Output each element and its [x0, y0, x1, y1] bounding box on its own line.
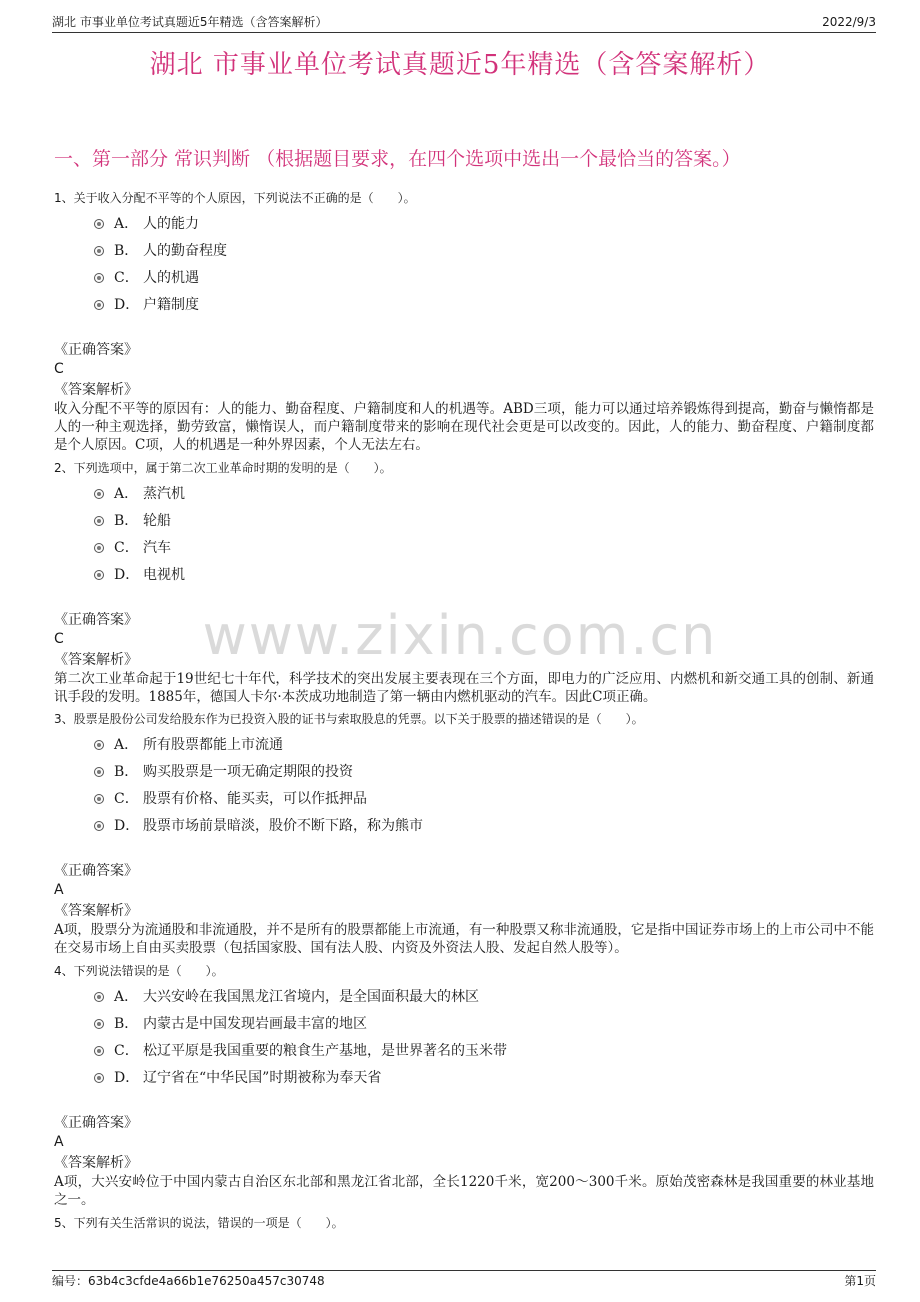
question-5 — [54, 1214, 874, 1236]
option-text: 所有股票都能上市流通 — [143, 737, 283, 753]
page-number: 第1页 — [844, 1274, 876, 1288]
radio-icon[interactable] — [94, 570, 104, 580]
option-text: 大兴安岭在我国黑龙江省境内，是全国面积最大的林区 — [143, 989, 479, 1005]
question-1 — [54, 189, 874, 454]
option-letter: C． — [114, 791, 139, 807]
option-d[interactable] — [54, 1065, 874, 1092]
option-b[interactable] — [54, 238, 874, 265]
option-letter: A． — [114, 989, 139, 1005]
option-a[interactable] — [54, 732, 874, 759]
question-2 — [54, 459, 874, 706]
option-d[interactable] — [54, 813, 874, 840]
option-d[interactable] — [54, 562, 874, 589]
radio-icon[interactable] — [94, 273, 104, 283]
explanation-label: 《答案解析》 — [54, 1155, 138, 1171]
option-text: 人的机遇 — [143, 270, 199, 286]
option-text: 松辽平原是我国重要的粮食生产基地，是世界著名的玉米带 — [143, 1043, 507, 1059]
explanation-label: 《答案解析》 — [54, 382, 138, 398]
option-text: 轮船 — [143, 513, 171, 529]
radio-icon[interactable] — [94, 992, 104, 1002]
question-stem: 4、下列说法错误的是（ ）。 — [54, 964, 224, 978]
option-c[interactable] — [54, 1038, 874, 1065]
option-c[interactable] — [54, 265, 874, 292]
answer-label: 《正确答案》 — [54, 342, 138, 358]
explanation-text: A项，股票分为流通股和非流通股，并不是所有的股票都能上市流通，有一种股票又称非流通股，它是指中国证券市场上的上市公司中不能在交易市场上自由买卖股票（包括国家股、国有法人股、内资及外资法人股、发起自然人股等）。 — [54, 922, 874, 956]
option-letter: C． — [114, 270, 139, 286]
option-b[interactable] — [54, 1011, 874, 1038]
radio-icon[interactable] — [94, 1019, 104, 1029]
section-heading: 一、第一部分 常识判断 （根据题目要求，在四个选项中选出一个最恰当的答案。） — [54, 148, 741, 170]
option-text: 户籍制度 — [143, 297, 199, 313]
option-a[interactable] — [54, 984, 874, 1011]
answer-label: 《正确答案》 — [54, 612, 138, 628]
header-doc-title: 湖北 市事业单位考试真题近5年精选（含答案解析） — [52, 15, 328, 29]
document-id: 编号：63b4c3cfde4a66b1e76250a457c30748 — [52, 1274, 325, 1288]
radio-icon[interactable] — [94, 740, 104, 750]
option-letter: B． — [114, 1016, 139, 1032]
option-letter: B． — [114, 764, 139, 780]
question-3 — [54, 710, 874, 957]
option-c[interactable] — [54, 786, 874, 813]
radio-icon[interactable] — [94, 1073, 104, 1083]
option-b[interactable] — [54, 759, 874, 786]
answer-value: C — [54, 361, 64, 377]
answer-value: A — [54, 882, 64, 898]
watermark: www.zixin.com.cn — [202, 604, 718, 667]
radio-icon[interactable] — [94, 246, 104, 256]
option-letter: A． — [114, 486, 139, 502]
option-b[interactable] — [54, 508, 874, 535]
question-stem: 3、股票是股份公司发给股东作为已投资入股的证书与索取股息的凭票。以下关于股票的描述错误的是（ ）。 — [54, 712, 644, 726]
option-letter: B． — [114, 243, 139, 259]
page-footer — [52, 1270, 876, 1288]
radio-icon[interactable] — [94, 543, 104, 553]
option-letter: C． — [114, 1043, 139, 1059]
option-text: 购买股票是一项无确定期限的投资 — [143, 764, 353, 780]
option-c[interactable] — [54, 535, 874, 562]
page-title: 湖北 市事业单位考试真题近5年精选（含答案解析） — [149, 50, 771, 80]
question-stem: 2、下列选项中，属于第二次工业革命时期的发明的是（ ）。 — [54, 461, 392, 475]
option-d[interactable] — [54, 292, 874, 319]
radio-icon[interactable] — [94, 219, 104, 229]
page-header — [52, 12, 876, 33]
radio-icon[interactable] — [94, 821, 104, 831]
option-letter: D． — [114, 297, 140, 313]
explanation-text: 第二次工业革命起于19世纪七十年代，科学技术的突出发展主要表现在三个方面，即电力的广泛应用、内燃机和新交通工具的创制、新通讯手段的发明。1885年，德国人卡尔·本茨成功地制造了第一辆由内燃机驱动的汽车。因此C项正确。 — [54, 671, 874, 705]
radio-icon[interactable] — [94, 300, 104, 310]
radio-icon[interactable] — [94, 767, 104, 777]
header-date: 2022/9/3 — [822, 15, 876, 29]
option-text: 汽车 — [143, 540, 171, 556]
radio-icon[interactable] — [94, 516, 104, 526]
option-letter: D． — [114, 567, 140, 583]
option-letter: A． — [114, 216, 139, 232]
option-text: 蒸汽机 — [143, 486, 185, 502]
option-letter: D． — [114, 818, 140, 834]
answer-label: 《正确答案》 — [54, 1115, 138, 1131]
question-stem: 1、关于收入分配不平等的个人原因，下列说法不正确的是（ ）。 — [54, 191, 416, 205]
radio-icon[interactable] — [94, 1046, 104, 1056]
option-text: 电视机 — [143, 567, 185, 583]
answer-value: C — [54, 631, 64, 647]
option-text: 内蒙古是中国发现岩画最丰富的地区 — [143, 1016, 367, 1032]
option-text: 股票有价格、能买卖，可以作抵押品 — [143, 791, 367, 807]
option-text: 人的勤奋程度 — [143, 243, 227, 259]
option-letter: B． — [114, 513, 139, 529]
radio-icon[interactable] — [94, 489, 104, 499]
option-text: 股票市场前景暗淡，股价不断下路，称为熊市 — [143, 818, 423, 834]
option-a[interactable] — [54, 481, 874, 508]
answer-value: A — [54, 1134, 64, 1150]
option-letter: D． — [114, 1070, 140, 1086]
option-text: 人的能力 — [143, 216, 199, 232]
explanation-label: 《答案解析》 — [54, 652, 138, 668]
option-a[interactable] — [54, 211, 874, 238]
explanation-text: 收入分配不平等的原因有：人的能力、勤奋程度、户籍制度和人的机遇等。ABD三项，能力可以通过培养锻炼得到提高，勤奋与懒惰都是人的一种主观选择，勤劳致富，懒惰误人，而户籍制度带来的影响在现代社会更是可以改变的。因此，人的能力、勤奋程度、户籍制度都是个人原因。C项，人的机遇是一种外界因素，个人无法左右。 — [54, 401, 874, 453]
explanation-text: A项，大兴安岭位于中国内蒙古自治区东北部和黑龙江省北部，全长1220千米，宽200～300千米。原始茂密森林是我国重要的林业基地之一。 — [54, 1174, 874, 1208]
option-text: 辽宁省在“中华民国”时期被称为奉天省 — [143, 1070, 382, 1086]
option-letter: C． — [114, 540, 139, 556]
explanation-label: 《答案解析》 — [54, 903, 138, 919]
question-4 — [54, 962, 874, 1209]
question-stem: 5、下列有关生活常识的说法，错误的一项是（ ）。 — [54, 1216, 344, 1230]
radio-icon[interactable] — [94, 794, 104, 804]
option-letter: A． — [114, 737, 139, 753]
answer-label: 《正确答案》 — [54, 863, 138, 879]
